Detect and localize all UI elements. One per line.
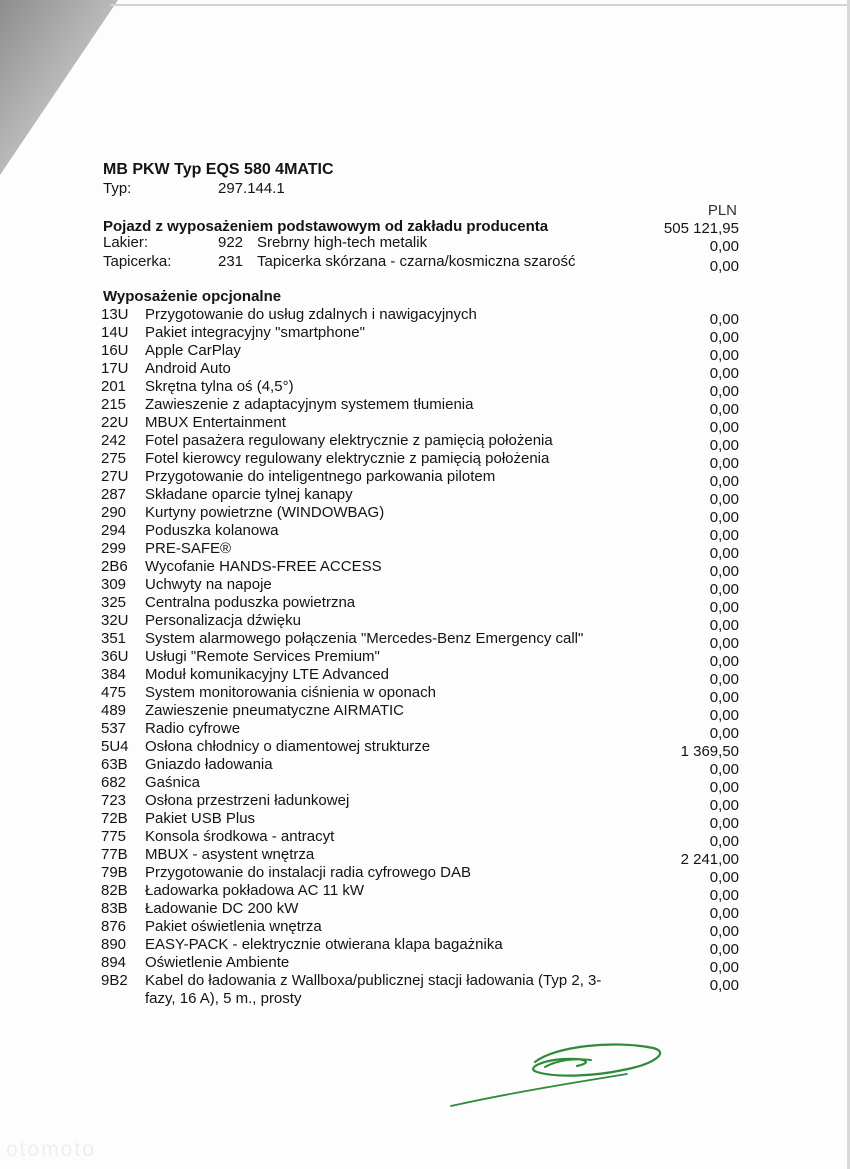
option-row [101, 918, 739, 940]
option-price: 0,00 [709, 419, 739, 436]
option-desc: Fotel pasażera regulowany elektrycznie z pamięcią położenia [145, 432, 553, 449]
option-row [101, 702, 739, 724]
option-row [101, 810, 739, 832]
option-price: 0,00 [709, 707, 739, 724]
type-value: 297.144.1 [218, 180, 285, 197]
option-price: 0,00 [709, 383, 739, 400]
option-price: 0,00 [709, 725, 739, 742]
option-row [101, 576, 739, 598]
option-code: 82B [101, 882, 128, 899]
option-row [101, 342, 739, 364]
option-price: 0,00 [709, 869, 739, 886]
option-price: 0,00 [709, 545, 739, 562]
option-price: 0,00 [709, 671, 739, 688]
option-price: 0,00 [709, 941, 739, 958]
options-list [101, 306, 739, 1008]
option-price: 0,00 [709, 329, 739, 346]
option-desc: Poduszka kolanowa [145, 522, 279, 539]
option-row [101, 936, 739, 958]
option-price: 0,00 [709, 797, 739, 814]
option-price: 2 241,00 [680, 851, 739, 868]
option-code: 242 [101, 432, 127, 449]
option-desc: Pakiet integracyjny "smartphone" [145, 324, 365, 341]
option-code: 79B [101, 864, 128, 881]
option-row [101, 792, 739, 814]
option-price: 0,00 [709, 599, 739, 616]
option-code: 215 [101, 396, 127, 413]
option-desc: Oświetlenie Ambiente [145, 954, 290, 971]
option-desc: MBUX Entertainment [145, 414, 286, 431]
option-desc: Zawieszenie z adaptacyjnym systemem tłumienia [145, 396, 474, 413]
option-row [101, 864, 739, 886]
option-row [101, 630, 739, 652]
paint-desc: Srebrny high-tech metalik [257, 234, 428, 251]
option-row [101, 450, 739, 472]
type-label: Typ: [103, 180, 132, 197]
option-code: 287 [101, 486, 127, 503]
option-code: 876 [101, 918, 127, 935]
option-desc: Usługi "Remote Services Premium" [145, 648, 380, 665]
option-price: 0,00 [709, 833, 739, 850]
option-code: 894 [101, 954, 127, 971]
option-code: 723 [101, 792, 127, 809]
option-code: 309 [101, 576, 127, 593]
option-row [101, 540, 739, 562]
option-desc: Osłona przestrzeni ładunkowej [145, 792, 350, 809]
option-desc: Uchwyty na napoje [145, 576, 272, 593]
option-price: 0,00 [709, 761, 739, 778]
option-desc: Przygotowanie do usług zdalnych i nawigacyjnych [145, 306, 477, 323]
option-desc: Składane oparcie tylnej kanapy [145, 486, 353, 503]
option-desc: System alarmowego połączenia "Mercedes-Benz Emergency call" [145, 630, 584, 647]
option-code: 83B [101, 900, 128, 917]
option-code: 13U [101, 306, 129, 323]
document-title: MB PKW Typ EQS 580 4MATIC [103, 161, 334, 178]
option-price: 0,00 [709, 617, 739, 634]
option-price: 0,00 [709, 977, 739, 994]
option-row [101, 522, 739, 544]
option-row [101, 882, 739, 904]
option-desc: EASY-PACK - elektrycznie otwierana klapa bagażnika [145, 936, 503, 953]
upholstery-desc: Tapicerka skórzana - czarna/kosmiczna szarość [257, 253, 576, 270]
option-price: 0,00 [709, 347, 739, 364]
option-code: 351 [101, 630, 127, 647]
options-section-heading: Wyposażenie opcjonalne [103, 288, 282, 305]
option-price: 0,00 [709, 923, 739, 940]
option-code: 63B [101, 756, 128, 773]
base-section-heading: Pojazd z wyposażeniem podstawowym od zakładu producenta [103, 218, 549, 235]
option-desc: Pakiet USB Plus [145, 810, 256, 827]
option-code: 72B [101, 810, 128, 827]
option-row [101, 324, 739, 346]
option-code: 775 [101, 828, 127, 845]
option-row [101, 972, 739, 1008]
option-desc: Gniazdo ładowania [145, 756, 273, 773]
option-row [101, 954, 739, 976]
option-price: 0,00 [709, 959, 739, 976]
option-price: 0,00 [709, 581, 739, 598]
option-price: 0,00 [709, 689, 739, 706]
option-desc: Gaśnica [145, 774, 201, 791]
option-desc: Pakiet oświetlenia wnętrza [145, 918, 322, 935]
paint-row [103, 234, 739, 255]
option-row [101, 378, 739, 400]
option-row [101, 612, 739, 634]
paint-label: Lakier: [103, 234, 149, 251]
option-price: 0,00 [709, 815, 739, 832]
option-row [101, 468, 739, 490]
option-price: 0,00 [709, 509, 739, 526]
option-desc: Przygotowanie do inteligentnego parkowania pilotem [145, 468, 496, 485]
option-code: 489 [101, 702, 127, 719]
upholstery-price: 0,00 [709, 258, 739, 275]
option-row [101, 432, 739, 454]
option-price: 1 369,50 [680, 743, 739, 760]
option-price: 0,00 [709, 455, 739, 472]
option-code: 294 [101, 522, 127, 539]
option-desc: System monitorowania ciśnienia w oponach [145, 684, 436, 701]
option-desc: PRE-SAFE® [145, 540, 232, 557]
option-price: 0,00 [709, 311, 739, 328]
option-price: 0,00 [709, 473, 739, 490]
upholstery-label: Tapicerka: [103, 253, 172, 270]
paint-price: 0,00 [709, 238, 739, 255]
option-row [101, 684, 739, 706]
option-code: 537 [101, 720, 127, 737]
option-desc: Przygotowanie do instalacji radia cyfrowego DAB [145, 864, 471, 881]
watermark: otomoto [6, 1138, 96, 1161]
option-code: 2B6 [101, 558, 128, 575]
option-code: 14U [101, 324, 129, 341]
option-desc: Wycofanie HANDS-FREE ACCESS [145, 558, 382, 575]
option-price: 0,00 [709, 653, 739, 670]
option-price: 0,00 [709, 527, 739, 544]
option-price: 0,00 [709, 905, 739, 922]
option-code: 22U [101, 414, 129, 431]
option-desc: Android Auto [145, 360, 231, 377]
signature [445, 1032, 675, 1112]
option-price: 0,00 [709, 491, 739, 508]
option-row [101, 396, 739, 418]
option-code: 36U [101, 648, 129, 665]
option-row [101, 594, 739, 616]
option-row [101, 504, 739, 526]
option-price: 0,00 [709, 365, 739, 382]
option-row [101, 306, 739, 328]
option-row [101, 486, 739, 508]
currency-label: PLN [707, 202, 737, 219]
option-code: 77B [101, 846, 128, 863]
option-price: 0,00 [709, 563, 739, 580]
option-desc: MBUX - asystent wnętrza [145, 846, 315, 863]
option-desc: Kabel do ładowania z Wallboxa/publicznej stacji ładowania (Typ 2, 3-fazy, 16 A), 5 m., prosty [145, 972, 602, 1007]
option-code: 682 [101, 774, 127, 791]
option-desc: Konsola środkowa - antracyt [145, 828, 335, 845]
option-desc: Fotel kierowcy regulowany elektrycznie z pamięcią położenia [145, 450, 550, 467]
option-code: 9B2 [101, 972, 128, 989]
option-row [101, 774, 739, 796]
option-row [101, 360, 739, 382]
option-row [101, 846, 739, 868]
option-row [101, 720, 739, 742]
option-code: 384 [101, 666, 127, 683]
option-desc: Ładowarka pokładowa AC 11 kW [145, 882, 365, 899]
option-code: 890 [101, 936, 127, 953]
option-code: 16U [101, 342, 129, 359]
option-desc: Osłona chłodnicy o diamentowej strukturze [145, 738, 431, 755]
option-row [101, 414, 739, 436]
option-code: 290 [101, 504, 127, 521]
option-desc: Personalizacja dźwięku [145, 612, 301, 629]
option-row [101, 648, 739, 670]
option-row [101, 558, 739, 580]
option-desc: Zawieszenie pneumatyczne AIRMATIC [145, 702, 404, 719]
option-code: 17U [101, 360, 129, 377]
option-row [101, 828, 739, 850]
option-desc: Radio cyfrowe [145, 720, 241, 737]
base-price: 505 121,95 [663, 220, 739, 237]
option-price: 0,00 [709, 779, 739, 796]
option-code: 5U4 [101, 738, 129, 755]
option-code: 475 [101, 684, 127, 701]
option-code: 299 [101, 540, 127, 557]
option-price: 0,00 [709, 887, 739, 904]
option-code: 32U [101, 612, 129, 629]
option-row [101, 756, 739, 778]
option-desc: Kurtyny powietrzne (WINDOWBAG) [145, 504, 385, 521]
option-code: 27U [101, 468, 129, 485]
option-desc: Centralna poduszka powietrzna [145, 594, 356, 611]
upholstery-row [103, 253, 739, 275]
option-price: 0,00 [709, 635, 739, 652]
option-price: 0,00 [709, 401, 739, 418]
option-price: 0,00 [709, 437, 739, 454]
option-desc: Ładowanie DC 200 kW [145, 900, 299, 917]
upholstery-code: 231 [218, 253, 244, 270]
option-code: 325 [101, 594, 127, 611]
option-desc: Moduł komunikacyjny LTE Advanced [145, 666, 390, 683]
option-row [101, 738, 739, 760]
option-row [101, 666, 739, 688]
option-row [101, 900, 739, 922]
option-desc: Apple CarPlay [145, 342, 241, 359]
paint-code: 922 [218, 234, 244, 251]
scan-top-edge [110, 4, 850, 6]
option-code: 201 [101, 378, 127, 395]
option-desc: Skrętna tylna oś (4,5°) [145, 378, 294, 395]
option-code: 275 [101, 450, 127, 467]
